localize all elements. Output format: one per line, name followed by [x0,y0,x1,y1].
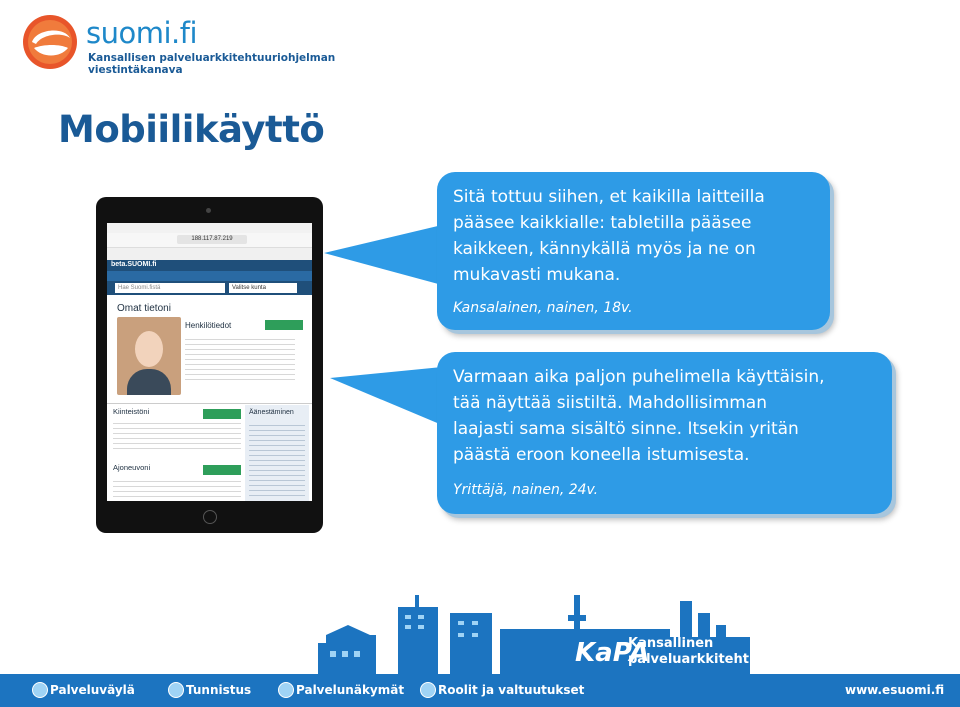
nav-item-palveluvayla[interactable]: Palveluväylä [50,683,135,697]
tablet-screen [107,223,312,501]
city-skyline [0,585,960,675]
tablet-section-property: Kiinteistöni [113,407,150,416]
tablet-profile-photo [117,317,181,395]
tablet-logo: beta.SUOMI.fi [111,261,157,268]
quote-2-attribution: Yrittäjä, nainen, 24v. [453,482,599,498]
tablet-section-personal: Henkilötiedot [185,321,232,330]
brand-name: suomi.fi [86,16,198,50]
tablet-page-heading: Omat tietoni [117,303,171,314]
tablet-municipality: Valitse kunta [229,283,297,293]
tablet-section-voting: Äänestäminen [249,409,294,416]
nav-dot-icon [168,682,184,698]
site-url-link[interactable]: www.esuomi.fi [845,683,945,697]
kapa-line2: palveluarkkitehtuuri [628,652,779,667]
bubble1-tail [324,225,442,285]
tablet-camera [206,208,211,213]
nav-item-palvelunakymat[interactable]: Palvelunäkymät [296,683,405,697]
bubble-tails [320,215,450,535]
nav-item-tunnistus[interactable]: Tunnistus [186,683,252,697]
brand-subtitle [88,52,335,76]
nav-dot-icon [278,682,294,698]
brand-subtitle-line2: viestintäkanava [88,64,183,76]
quote-bubble-2 [437,352,892,514]
kapa-logo: KaPA [575,638,650,668]
tablet-home-button [203,510,217,524]
slide-title: Mobiilikäyttö [58,108,325,151]
quote-1-attribution: Kansalainen, nainen, 18v. [453,300,633,316]
tablet-url: 188.117.87.219 [177,235,247,244]
brand-subtitle-line1: Kansallisen palveluarkkitehtuuriohjelman [88,52,336,64]
nav-dot-icon [32,682,48,698]
quote-1-text: Sitä tottuu siihen, et kaikilla laitteilla pääsee kaikkialle: tabletilla pääsee kaikkeen, kännykällä myös ja ne on mukavasti mukana. [453,187,765,285]
quote-2-text: Varmaan aika paljon puhelimella käyttäisin, tää näyttää siistiltä. Mahdollisimman laajasti sama sisältö sinne. Itsekin yritän päästä eroon koneella istumisesta. [453,367,825,465]
quote-bubble-1 [437,172,830,330]
tablet-search: Hae Suomi.fistä [115,283,225,293]
suomi-fi-logo-icon [22,14,78,70]
tablet-section-vehicle: Ajoneuvoni [113,463,151,472]
nav-item-roolit-ja-valtuutukset[interactable]: Roolit ja valtuutukset [438,683,585,697]
nav-dot-icon [420,682,436,698]
kapa-line1: Kansallinen [628,636,714,651]
bubble2-tail [330,367,442,425]
